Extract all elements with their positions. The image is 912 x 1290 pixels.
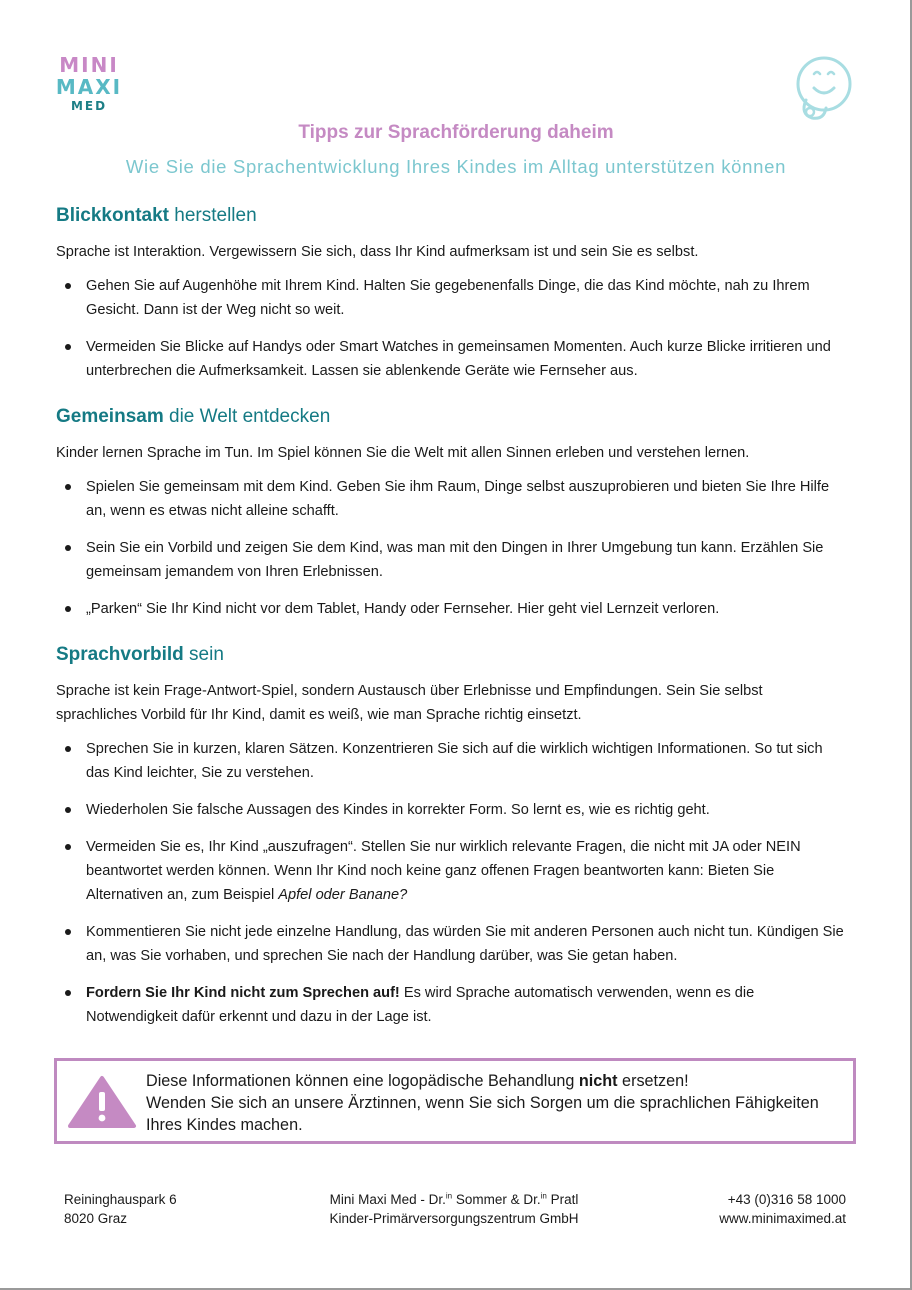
footer-sup: in (445, 1191, 453, 1201)
notice-line1-end: ersetzen! (617, 1072, 689, 1090)
list-item: Vermeiden Sie Blicke auf Handys oder Smart Watches in gemeinsamen Momenten. Auch kurze Blicke irritieren und unterbrechen die Aufmerksamkeit. Lassen sie ablenkende Geräte wie Fernseher aus. (56, 335, 846, 383)
heading-bold: Gemeinsam (56, 406, 164, 427)
list-item-text: Es wird Sprache automatisch verwenden, wenn es die Notwendigkeit dafür erkennt und dazu in der Lage ist. (86, 985, 755, 1025)
footer-company-line2: Kinder-Primärversorgungszentrum GmbH (329, 1211, 579, 1226)
section-heading (56, 204, 846, 228)
page-title: Tipps zur Sprachförderung daheim (298, 122, 614, 143)
list-item: „Parken“ Sie Ihr Kind nicht vor dem Tablet, Handy oder Fernseher. Hier geht viel Lernzeit verloren. (56, 597, 846, 621)
section-heading (56, 643, 846, 667)
section-intro: Kinder lernen Sprache im Tun. Im Spiel können Sie die Welt mit allen Sinnen erleben und verstehen lernen. (56, 445, 750, 461)
bullet-list (56, 475, 846, 621)
notice-line2: Wenden Sie sich an unsere Ärztinnen, wenn Sie sich Sorgen um die sprachlichen Fähigkeiten Ihres Kindes machen. (146, 1094, 819, 1134)
footer-company-part: Pratl (546, 1192, 579, 1207)
heading-rest: herstellen (168, 205, 257, 226)
footer-company-part: Mini Maxi Med - Dr. (329, 1192, 446, 1207)
list-item: Gehen Sie auf Augenhöhe mit Ihrem Kind. Halten Sie gegebenenfalls Dinge, die das Kind möchte, nah zu Ihrem Gesicht. Dann ist der Weg nicht so weit. (56, 274, 846, 322)
list-item: Sprechen Sie in kurzen, klaren Sätzen. Konzentrieren Sie sich auf die wirklich wichtigen Informationen. So tut sich das Kind leichter, Sie zu verstehen. (56, 737, 846, 785)
section-blickkontakt (56, 204, 846, 383)
section-heading (56, 405, 846, 429)
logo-mini: MINI (59, 53, 119, 77)
section-intro: Sprache ist kein Frage-Antwort-Spiel, sondern Austausch über Erlebnisse und Empfindungen. Sein Sie selbst sprachliches Vorbild für Ihr Kind, damit es weiß, wie man Sprache richtig einsetzt. (56, 683, 763, 723)
heading-rest: die Welt entdecken (163, 406, 331, 427)
list-item: Spielen Sie gemeinsam mit dem Kind. Geben Sie ihm Raum, Dinge selbst auszuprobieren und bieten Sie Ihre Hilfe an, wenn es etwas nicht alleine schafft. (56, 475, 846, 523)
stethoscope-smiley-icon (786, 52, 858, 124)
logo-maxi: MAXI (55, 75, 123, 99)
footer-street: Reininghauspark 6 (64, 1192, 177, 1207)
warning-triangle-icon (67, 1075, 137, 1129)
main-content (56, 204, 846, 1029)
notice-bold: nicht (578, 1072, 618, 1090)
footer-contact (719, 1190, 846, 1228)
footer-company (250, 1190, 658, 1228)
list-item-bold: Fordern Sie Ihr Kind nicht zum Sprechen auf! (86, 985, 400, 1001)
section-gemeinsam (56, 405, 846, 621)
section-sprachvorbild (56, 643, 846, 1029)
bullet-list (56, 737, 846, 1029)
notice-box (54, 1058, 856, 1144)
footer-phone: +43 (0)316 58 1000 (727, 1192, 846, 1207)
bullet-list (56, 274, 846, 383)
heading-bold: Blickkontakt (56, 205, 169, 226)
section-intro: Sprache ist Interaktion. Vergewissern Sie sich, dass Ihr Kind aufmerksam ist und sein Sie es selbst. (56, 244, 699, 260)
list-item: Sein Sie ein Vorbild und zeigen Sie dem Kind, was man mit den Dingen in Ihrer Umgebung tun kann. Erzählen Sie gemeinsam jemandem von Ihren Erlebnissen. (56, 536, 846, 584)
footer-city: 8020 Graz (64, 1211, 128, 1226)
logo-med: MED (70, 99, 108, 113)
heading-bold: Sprachvorbild (56, 644, 184, 665)
list-item: Wiederholen Sie falsche Aussagen des Kindes in korrekter Form. So lernt es, wie es richtig geht. (56, 798, 846, 822)
footer-address (64, 1190, 177, 1228)
list-item (56, 835, 846, 907)
footer-sup: in (540, 1191, 547, 1201)
list-item (56, 981, 846, 1029)
footer-website: www.minimaximed.at (719, 1211, 846, 1226)
notice-line1: Diese Informationen können eine logopädische Behandlung (146, 1072, 579, 1090)
heading-rest: sein (183, 644, 224, 665)
list-item-text: Vermeiden Sie es, Ihr Kind „auszufragen“. Stellen Sie nur wirklich relevante Fragen, die nicht mit JA oder NEIN beantwortet werden können. Wenn Ihr Kind noch keine ganz offenen Fragen beantworten kann: Bieten Sie Alternativen an, zum Beispiel (86, 839, 801, 903)
list-item: Kommentieren Sie nicht jede einzelne Handlung, das würden Sie mit anderen Personen auch nicht tun. Kündigen Sie an, was Sie vorhaben, und sprechen Sie nach der Handlung darüber, was Sie getan haben. (56, 920, 846, 968)
footer-company-part: Sommer & Dr. (452, 1192, 541, 1207)
logo (54, 54, 124, 114)
list-item-italic: Apfel oder Banane? (278, 887, 408, 903)
page-subtitle: Wie Sie die Sprachentwicklung Ihres Kindes im Alltag unterstützen können (125, 156, 787, 177)
footer-company-line1 (250, 1190, 658, 1209)
notice-text (146, 1070, 826, 1136)
